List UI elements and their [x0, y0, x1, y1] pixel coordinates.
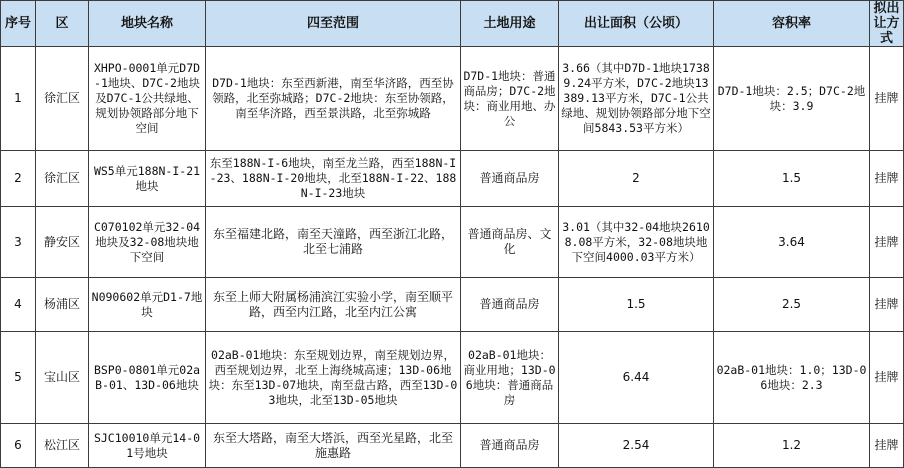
- district-cell: 杨浦区: [36, 278, 89, 332]
- plot-ratio-cell: 3.64: [714, 207, 870, 278]
- row-number: 1: [1, 47, 36, 151]
- plot-ratio-cell: 2.5: [714, 278, 870, 332]
- boundary-cell: 东至福建北路，南至天潼路，西至浙江北路，北至七浦路: [206, 207, 461, 278]
- district-cell: 松江区: [36, 424, 89, 468]
- method-cell: 挂牌: [870, 47, 904, 151]
- row-number: 2: [1, 151, 36, 207]
- row-number: 5: [1, 332, 36, 424]
- header-cell: 区: [36, 1, 89, 47]
- land-use-cell: 02aB-01地块：商业用地；13D-06地块：普通商品房: [461, 332, 559, 424]
- area-cell: 3.01（其中32-04地块26108.08平方米，32-08地块地下空间4000.03平方米）: [559, 207, 714, 278]
- area-cell: 6.44: [559, 332, 714, 424]
- table-row: [1, 151, 904, 207]
- table-row: [1, 207, 904, 278]
- land-use-cell: 普通商品房、文化: [461, 207, 559, 278]
- parcel-name-cell: N090602单元D1-7地块: [89, 278, 206, 332]
- district-cell: 静安区: [36, 207, 89, 278]
- parcel-name-cell: SJC10010单元14-01号地块: [89, 424, 206, 468]
- header-cell: 序号: [1, 1, 36, 47]
- district-cell: 宝山区: [36, 332, 89, 424]
- row-number: 6: [1, 424, 36, 468]
- boundary-cell: 东至188N-I-6地块，南至龙兰路，西至188N-I-23、188N-I-20地块，北至188N-I-22、188N-I-23地块: [206, 151, 461, 207]
- boundary-cell: 东至上师大附属杨浦滨江实验小学，南至顺平路，西至内江路，北至内江公寓: [206, 278, 461, 332]
- header-cell: 四至范围: [206, 1, 461, 47]
- plot-ratio-cell: 02aB-01地块：1.0；13D-06地块：2.3: [714, 332, 870, 424]
- area-cell: 2: [559, 151, 714, 207]
- method-cell: 挂牌: [870, 207, 904, 278]
- table-row: [1, 47, 904, 151]
- method-cell: 挂牌: [870, 278, 904, 332]
- area-cell: 3.66（其中D7D-1地块17389.24平方米，D7C-2地块13389.13平方米，D7C-1公共绿地、规划协领路部分地下空间5843.53平方米）: [559, 47, 714, 151]
- area-cell: 2.54: [559, 424, 714, 468]
- header-cell: 拟出让方式: [870, 1, 904, 47]
- land-use-cell: 普通商品房: [461, 424, 559, 468]
- boundary-cell: 02aB-01地块：东至规划边界，南至规划边界，西至规划边界，北至上海绕城高速；13D-06地块：东至13D-07地块，南至盘古路，西至13D-03地块，北至13D-05地块: [206, 332, 461, 424]
- table-row: [1, 278, 904, 332]
- header-cell: 容积率: [714, 1, 870, 47]
- header-cell: 出让面积（公顷）: [559, 1, 714, 47]
- district-cell: 徐汇区: [36, 47, 89, 151]
- table-row: [1, 424, 904, 468]
- row-number: 4: [1, 278, 36, 332]
- header-row: [1, 1, 904, 47]
- table-row: [1, 332, 904, 424]
- plot-ratio-cell: 1.2: [714, 424, 870, 468]
- district-cell: 徐汇区: [36, 151, 89, 207]
- land-use-cell: 普通商品房: [461, 278, 559, 332]
- plot-ratio-cell: D7D-1地块：2.5；D7C-2地块：3.9: [714, 47, 870, 151]
- header-cell: 土地用途: [461, 1, 559, 47]
- header-cell: 地块名称: [89, 1, 206, 47]
- parcel-name-cell: XHPO-0001单元D7D-1地块、D7C-2地块及D7C-1公共绿地、规划协领路部分地下空间: [89, 47, 206, 151]
- land-use-cell: D7D-1地块：普通商品房；D7C-2地块：商业用地、办公: [461, 47, 559, 151]
- land-use-cell: 普通商品房: [461, 151, 559, 207]
- boundary-cell: 东至大塔路，南至大塔浜，西至光星路，北至施惠路: [206, 424, 461, 468]
- method-cell: 挂牌: [870, 332, 904, 424]
- method-cell: 挂牌: [870, 424, 904, 468]
- parcel-name-cell: BSP0-0801单元02aB-01、13D-06地块: [89, 332, 206, 424]
- plot-ratio-cell: 1.5: [714, 151, 870, 207]
- boundary-cell: D7D-1地块：东至西新港，南至华济路，西至协领路，北至弥城路；D7C-2地块：东至协领路，南至华济路，西至景洪路，北至弥城路: [206, 47, 461, 151]
- method-cell: 挂牌: [870, 151, 904, 207]
- parcel-name-cell: C070102单元32-04地块及32-08地块地下空间: [89, 207, 206, 278]
- parcel-name-cell: WS5单元188N-I-21地块: [89, 151, 206, 207]
- row-number: 3: [1, 207, 36, 278]
- area-cell: 1.5: [559, 278, 714, 332]
